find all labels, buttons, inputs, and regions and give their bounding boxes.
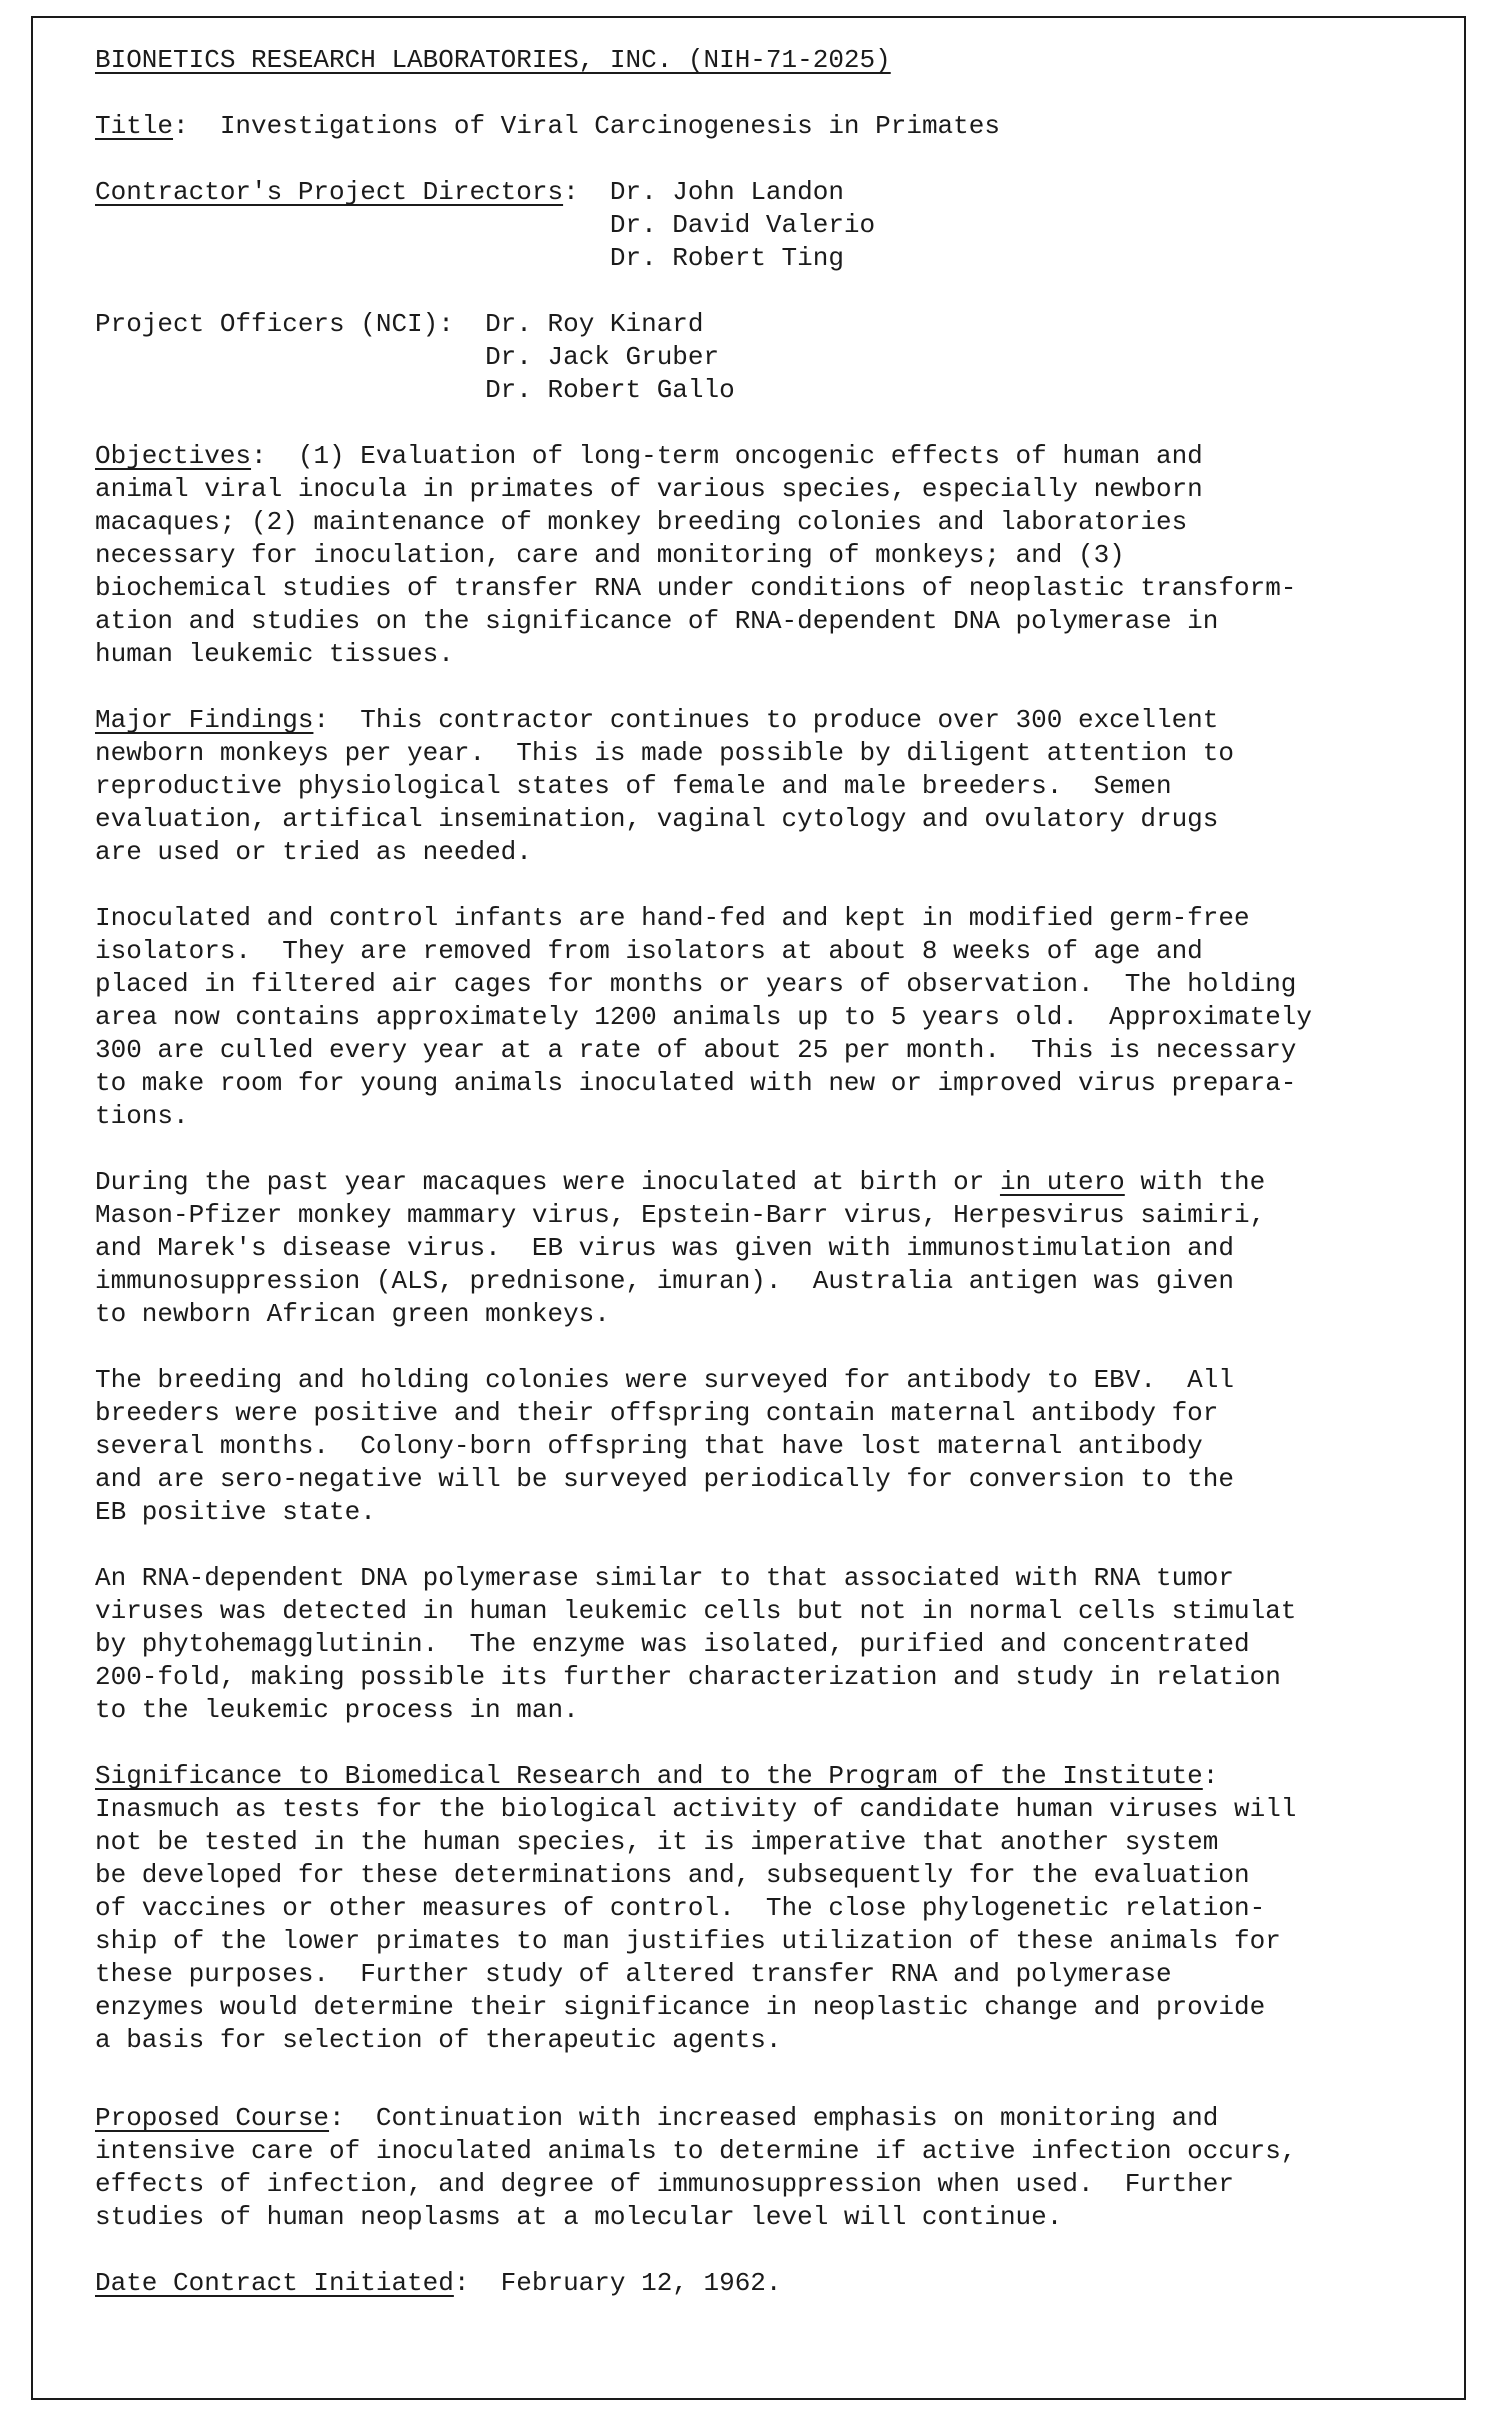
paragraph-line: and are sero-negative will be surveyed periodically for conversion to the	[95, 1464, 1234, 1494]
directors-block	[95, 176, 1395, 275]
paragraph-line: Mason-Pfizer monkey mammary virus, Epstein-Barr virus, Herpesvirus saimiri,	[95, 1200, 1266, 1230]
directors-label-wrap	[95, 176, 610, 275]
proposed-line: intensive care of inoculated animals to determine if active infection occurs,	[95, 2136, 1297, 2166]
findings-line: are used or tried as needed.	[95, 837, 532, 867]
paragraph-line: area now contains approximately 1200 animals up to 5 years old. Approximately	[95, 1002, 1312, 1032]
objectives-first-line	[95, 440, 1395, 473]
organization-header: BIONETICS RESEARCH LABORATORIES, INC. (NIH-71-2025)	[95, 45, 891, 75]
findings-line: reproductive physiological states of female and male breeders. Semen	[95, 771, 1172, 801]
paragraph-line: placed in filtered air cages for months or years of observation. The holding	[95, 969, 1297, 999]
officers-label: Project Officers (NCI):	[95, 309, 486, 339]
paragraph-line: and Marek's disease virus. EB virus was given with immunostimulation and	[95, 1233, 1234, 1263]
officer-name: Dr. Jack Gruber	[485, 342, 720, 372]
date-label: Date Contract Initiated	[95, 2268, 454, 2298]
director-name: Dr. Robert Ting	[609, 243, 844, 273]
proposed-line: studies of human neoplasms at a molecular level will continue.	[95, 2202, 1063, 2232]
paragraph-line: to the leukemic process in man.	[95, 1695, 579, 1725]
header-line	[95, 44, 1395, 77]
significance-line: be developed for these determinations and, subsequently for the evaluation	[95, 1860, 1250, 1890]
during-first-line	[95, 1166, 1395, 1199]
paragraph-line: to make room for young animals inoculated with new or improved virus prepara-	[95, 1068, 1297, 1098]
title-value: Investigations of Viral Carcinogenesis in Primates	[188, 111, 1000, 141]
inoculated-paragraph	[95, 902, 1395, 1133]
directors-colon: :	[563, 177, 610, 207]
paragraph-line: viruses was detected in human leukemic cells but not in normal cells stimulat	[95, 1596, 1297, 1626]
paragraph-line: to newborn African green monkeys.	[95, 1299, 610, 1329]
objectives-line: necessary for inoculation, care and monitoring of monkeys; and (3)	[95, 540, 1125, 570]
during-text-post: with the	[1124, 1167, 1266, 1197]
paragraph-line: by phytohemagglutinin. The enzyme was isolated, purified and concentrated	[95, 1629, 1250, 1659]
objectives-label: Objectives	[95, 441, 252, 471]
officer-name: Dr. Roy Kinard	[485, 309, 704, 339]
objectives-line: human leukemic tissues.	[95, 639, 454, 669]
objectives-line: macaques; (2) maintenance of monkey breeding colonies and laboratories	[95, 507, 1188, 537]
objectives-line: ation and studies on the significance of RNA-dependent DNA polymerase in	[95, 606, 1219, 636]
in-utero-term: in utero	[999, 1167, 1125, 1197]
findings-label: Major Findings	[95, 705, 314, 735]
proposed-text: : Continuation with increased emphasis on monitoring and	[329, 2103, 1219, 2133]
paragraph-line: EB positive state.	[95, 1497, 376, 1527]
proposed-first-line	[95, 2102, 1395, 2135]
significance-line: a basis for selection of therapeutic agents.	[95, 2025, 782, 2055]
significance-colon: :	[1202, 1761, 1219, 1791]
paragraph-line: An RNA-dependent DNA polymerase similar to that associated with RNA tumor	[95, 1563, 1234, 1593]
objectives-line: animal viral inocula in primates of various species, especially newborn	[95, 474, 1203, 504]
proposed-label: Proposed Course	[95, 2103, 330, 2133]
paragraph-line: isolators. They are removed from isolators at about 8 weeks of age and	[95, 936, 1203, 966]
objectives-section	[95, 440, 1395, 671]
paragraph-line: immunosuppression (ALS, prednisone, imuran). Australia antigen was given	[95, 1266, 1234, 1296]
findings-line: newborn monkeys per year. This is made possible by diligent attention to	[95, 738, 1234, 768]
findings-text: : This contractor continues to produce over 300 excellent	[313, 705, 1219, 735]
title-label: Title	[95, 111, 174, 141]
rna-paragraph	[95, 1562, 1395, 1727]
paragraph-line: The breeding and holding colonies were surveyed for antibody to EBV. All	[95, 1365, 1234, 1395]
significance-line: enzymes would determine their significance in neoplastic change and provide	[95, 1992, 1266, 2022]
paragraph-line: breeders were positive and their offspring contain maternal antibody for	[95, 1398, 1219, 1428]
proposed-section	[95, 2102, 1395, 2234]
findings-line: evaluation, artifical insemination, vaginal cytology and ovulatory drugs	[95, 804, 1219, 834]
officers-names	[485, 308, 735, 407]
during-paragraph	[95, 1166, 1395, 1331]
significance-line: Inasmuch as tests for the biological activity of candidate human viruses will	[95, 1794, 1297, 1824]
significance-line: ship of the lower primates to man justifies utilization of these animals for	[95, 1926, 1281, 1956]
proposed-line: effects of infection, and degree of immunosuppression when used. Further	[95, 2169, 1234, 2199]
significance-line: not be tested in the human species, it is imperative that another system	[95, 1827, 1219, 1857]
significance-line: of vaccines or other measures of control. The close phylogenetic relation-	[95, 1893, 1266, 1923]
date-line	[95, 2267, 1395, 2300]
significance-heading	[95, 1760, 1395, 1793]
paragraph-line: Inoculated and control infants are hand-fed and kept in modified germ-free	[95, 903, 1250, 933]
title-colon: :	[173, 111, 189, 141]
objectives-line: biochemical studies of transfer RNA under conditions of neoplastic transform-	[95, 573, 1297, 603]
title-line	[95, 110, 1395, 143]
directors-label: Contractor's Project Directors	[95, 177, 564, 207]
officer-name: Dr. Robert Gallo	[485, 375, 735, 405]
officers-block	[95, 308, 1395, 407]
directors-names	[610, 176, 875, 275]
significance-line: these purposes. Further study of altered transfer RNA and polymerase	[95, 1959, 1172, 1989]
findings-section	[95, 704, 1395, 869]
significance-section	[95, 1760, 1395, 2057]
paragraph-line: 200-fold, making possible its further characterization and study in relation	[95, 1662, 1281, 1692]
during-text-pre: During the past year macaques were inoculated at birth or	[95, 1167, 1000, 1197]
paragraph-line: tions.	[95, 1101, 189, 1131]
director-name: Dr. David Valerio	[609, 210, 876, 240]
date-value: : February 12, 1962.	[453, 2268, 782, 2298]
director-name: Dr. John Landon	[609, 177, 844, 207]
document-body	[95, 44, 1395, 2300]
paragraph-line: several months. Colony-born offspring that have lost maternal antibody	[95, 1431, 1203, 1461]
paragraph-line: 300 are culled every year at a rate of about 25 per month. This is necessary	[95, 1035, 1297, 1065]
objectives-text: : (1) Evaluation of long-term oncogenic effects of human and	[251, 441, 1203, 471]
significance-label: Significance to Biomedical Research and to the Program of the Institute	[95, 1761, 1203, 1791]
findings-first-line	[95, 704, 1395, 737]
breeding-paragraph	[95, 1364, 1395, 1529]
